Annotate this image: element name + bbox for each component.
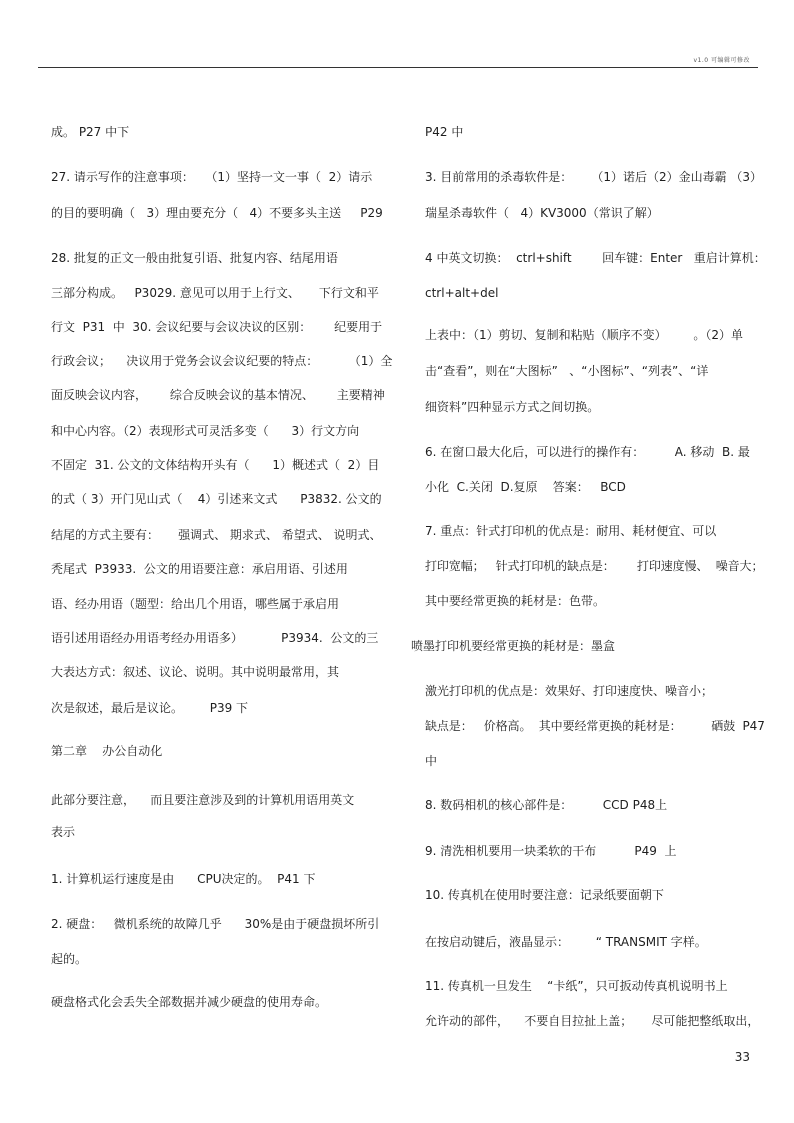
left-line: 28. 批复的正文一般由批复引语、批复内容、结尾用语 — [51, 251, 338, 265]
left-line: 行政会议； 决议用于党务会议会议纪要的特点： （1）全 — [51, 354, 393, 368]
left-line: 大表达方式：叙述、议论、说明。其中说明最常用，其 — [51, 665, 340, 679]
left-line: 1. 计算机运行速度是由 CPU决定的。 P41 下 — [51, 872, 316, 886]
left-line: 秃尾式 P3933. 公文的用语要注意：承启用语、引述用 — [51, 562, 348, 576]
left-line: 的目的要明确（ 3）理由要充分（ 4）不要多头主送 P29 — [51, 206, 383, 220]
right-line: 其中要经常更换的耗材是：色带。 — [425, 594, 606, 608]
right-line: 9. 清洗相机要用一块柔软的干布 P49 上 — [425, 844, 677, 858]
header-rule — [38, 67, 758, 68]
right-line: 喷墨打印机要经常更换的耗材是：墨盒 — [411, 639, 616, 653]
left-line: 面反映会议内容， 综合反映会议的基本情况、 主要精神 — [51, 388, 385, 402]
right-line: P42 中 — [425, 125, 464, 139]
right-line: 3. 目前常用的杀毒软件是： （1）诺后（2）金山毒霸 （3） — [425, 170, 763, 184]
left-line: 三部分构成。 P3029. 意见可以用于上行文、 下行文和平 — [51, 286, 379, 300]
left-line: 语、经办用语（题型：给出几个用语，哪些属于承启用 — [51, 597, 340, 611]
left-line: 成。 P27 中下 — [51, 125, 130, 139]
right-line: 缺点是： 价格高。 其中要经常更换的耗材是： 硒鼓 P47 — [425, 719, 765, 733]
right-line: 11. 传真机一旦发生 “卡纸”，只可扳动传真机说明书上 — [425, 979, 728, 993]
left-line: 2. 硬盘： 微机系统的故障几乎 30%是由于硬盘损坏所引 — [51, 917, 380, 931]
left-line: 表示 — [51, 825, 76, 839]
right-line: 在按启动键后，液晶显示： “ TRANSMIT 字样。 — [425, 935, 707, 949]
left-line: 次是叙述，最后是议论。 P39 下 — [51, 701, 249, 715]
page-number: 33 — [734, 1050, 750, 1064]
right-line: 上表中：（1）剪切、复制和粘贴（顺序不变） 。（2）单 — [425, 328, 743, 342]
left-line: 语引述用语经办用语考经办用语多） P3934. 公文的三 — [51, 631, 379, 645]
right-line: 瑞星杀毒软件（ 4）KV3000（常识了解） — [425, 206, 659, 220]
left-line: 此部分要注意， 而且要注意涉及到的计算机用语用英文 — [51, 793, 355, 807]
left-line: 行文 P31 中 30. 会议纪要与会议决议的区别： 纪要用于 — [51, 320, 383, 334]
left-line: 起的。 — [51, 952, 88, 966]
right-line: 4 中英文切换： ctrl+shift 回车键：Enter 重启计算机： — [425, 251, 766, 265]
left-line: 和中心内容。（2）表现形式可灵活多变（ 3）行文方向 — [51, 424, 360, 438]
left-line: 的式（ 3）开门见山式（ 4）引述来文式 P3832. 公文的 — [51, 492, 382, 506]
left-line: 硬盘格式化会丢失全部数据并减少硬盘的使用寿命。 — [51, 995, 328, 1009]
left-line: 27. 请示写作的注意事项： （1）坚持一文一事（ 2）请示 — [51, 170, 373, 184]
chapter-heading: 第二章 办公自动化 — [51, 744, 163, 758]
right-line: ctrl+alt+del — [425, 286, 499, 300]
right-line: 细资料”四种显示方式之间切换。 — [425, 400, 600, 414]
right-line: 小化 C.关闭 D.复原 答案： BCD — [425, 480, 626, 494]
right-line: 中 — [425, 754, 438, 768]
right-line: 击“查看”，则在“大图标” 、“小图标”、“列表”、“详 — [425, 364, 709, 378]
right-line: 打印宽幅； 针式打印机的缺点是： 打印速度慢、 噪音大； — [425, 559, 764, 573]
right-line: 激光打印机的优点是：效果好、打印速度快、噪音小； — [425, 684, 714, 698]
right-line: 7. 重点：针式打印机的优点是：耐用、耗材便宜、可以 — [425, 524, 717, 538]
left-line: 不固定 31. 公文的文体结构开头有（ 1）概述式（ 2）目 — [51, 458, 380, 472]
left-line: 结尾的方式主要有： 强调式、 期求式、 希望式、 说明式、 — [51, 528, 382, 542]
right-line: 允许动的部件， 不要自目拉扯上盖； 尽可能把整纸取出， — [425, 1014, 760, 1028]
right-line: 10. 传真机在使用时要注意：记录纸要面朝下 — [425, 888, 664, 902]
right-line: 8. 数码相机的核心部件是： CCD P48上 — [425, 798, 668, 812]
header-note: v1.0 可编辑可修改 — [693, 57, 750, 64]
right-line: 6. 在窗口最大化后，可以进行的操作有： A. 移动 B. 最 — [425, 445, 750, 459]
